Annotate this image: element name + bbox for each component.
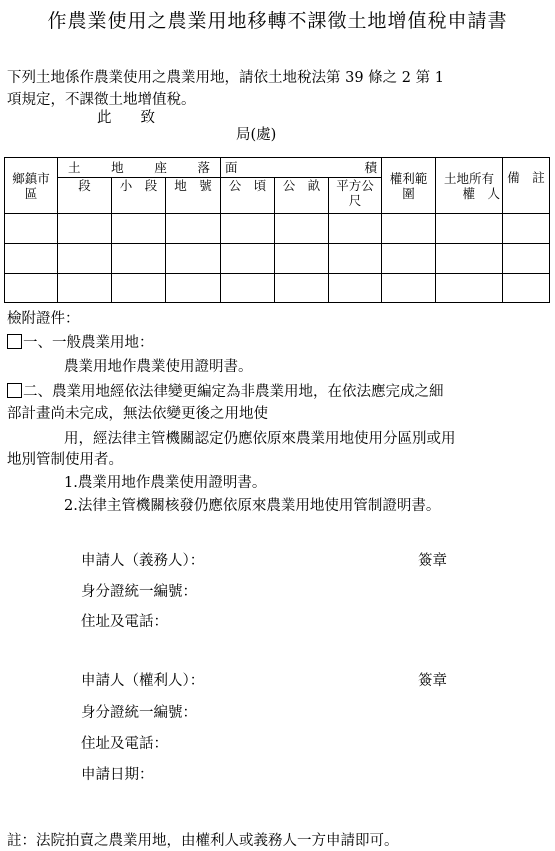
header-subsection: 小 段	[112, 178, 166, 214]
table-row	[5, 244, 550, 274]
attachment-item-2-line-3: 用，經法律主管機關認定仍應依原來農業用地使用分區別或用	[64, 431, 456, 447]
table-cell[interactable]	[329, 274, 382, 303]
table-cell[interactable]	[503, 244, 550, 274]
form-title: 作農業使用之農業用地移轉不課徵土地增值稅申請書	[47, 10, 508, 32]
attachment-item-2-line-2: 部計畫尚未完成，無法依變更後之用地使	[7, 406, 268, 422]
header-owner-line-1: 土地所有	[443, 170, 494, 186]
table-cell[interactable]	[112, 214, 166, 244]
table-cell[interactable]	[166, 244, 221, 274]
table-cell[interactable]	[221, 214, 275, 244]
header-area	[221, 158, 382, 178]
attachment-item-2-doc-1: 1.農業用地作農業使用證明書。	[64, 475, 267, 491]
attachment-item-1	[7, 331, 154, 352]
table-cell[interactable]	[5, 274, 58, 303]
attachment-item-1-label: 一、一般農業用地：	[23, 335, 154, 351]
intro-line-2: 項規定，不課徵土地增值稅。	[7, 92, 196, 108]
tax-office: 局(處)	[236, 127, 277, 143]
right-holder-seal-label: 簽章	[418, 673, 447, 689]
obligor-id-label: 身分證統一編號：	[81, 584, 197, 600]
table-cell[interactable]	[112, 244, 166, 274]
table-cell[interactable]	[58, 244, 112, 274]
header-land-location	[58, 158, 221, 178]
intro-line-1: 下列土地係作農業使用之農業用地，請依土地稅法第 39 條之 2 第 1	[7, 70, 444, 86]
header-township-line-2: 區	[24, 185, 38, 201]
table-cell[interactable]	[5, 244, 58, 274]
table-cell[interactable]	[382, 274, 436, 303]
table-cell[interactable]	[275, 244, 329, 274]
table-cell[interactable]	[436, 274, 503, 303]
general-farmland-checkbox[interactable]	[7, 334, 22, 349]
right-holder-name-label: 申請人（權利人）：	[81, 673, 205, 689]
table-cell[interactable]	[329, 214, 382, 244]
header-square-meter	[329, 178, 382, 214]
attachment-item-2-line-1: 二、農業用地經依法律變更編定為非農業用地，在依法應完成之細	[23, 384, 444, 400]
attachment-item-2-doc-2: 2.法律主管機關核發仍應依原來農業用地使用管制證明書。	[64, 498, 441, 514]
salutation: 此 致	[97, 110, 155, 126]
table-cell[interactable]	[166, 214, 221, 244]
header-rights-scope-line-1: 權利範	[389, 170, 428, 186]
header-township	[5, 158, 58, 214]
attachment-item-2	[7, 380, 444, 401]
footnote: 註：法院拍賣之農業用地，由權利人或義務人一方申請即可。	[7, 833, 399, 849]
header-owner-line-2: 權 人	[462, 185, 500, 201]
header-location-char: 土	[68, 160, 81, 175]
rezoned-farmland-checkbox[interactable]	[7, 383, 22, 398]
table-cell[interactable]	[275, 274, 329, 303]
table-cell[interactable]	[275, 214, 329, 244]
header-hectare: 公 頃	[221, 178, 275, 214]
header-area-char: 面	[225, 160, 238, 175]
table-row	[5, 274, 550, 303]
land-table	[4, 157, 550, 303]
attachment-item-2-line-4: 地別管制使用者。	[7, 452, 123, 468]
table-cell[interactable]	[58, 274, 112, 303]
header-lot-number: 地 號	[166, 178, 221, 214]
table-cell[interactable]	[382, 244, 436, 274]
header-rights-scope-line-2: 圍	[402, 185, 415, 201]
application-date-label: 申請日期：	[81, 767, 154, 783]
header-location-char: 地	[111, 160, 124, 175]
header-remarks: 備 註	[503, 158, 550, 214]
attachments-heading: 檢附證件：	[7, 311, 80, 327]
header-owner	[436, 158, 503, 214]
obligor-name-label: 申請人（義務人）：	[81, 553, 205, 569]
header-location-char: 落	[197, 160, 210, 175]
right-holder-address-label: 住址及電話：	[81, 736, 168, 752]
table-cell[interactable]	[58, 214, 112, 244]
table-cell[interactable]	[503, 214, 550, 244]
header-area-char: 積	[364, 160, 377, 175]
table-cell[interactable]	[221, 274, 275, 303]
table-cell[interactable]	[436, 244, 503, 274]
header-mu: 公 畝	[275, 178, 329, 214]
table-cell[interactable]	[221, 244, 275, 274]
table-cell[interactable]	[166, 274, 221, 303]
obligor-address-label: 住址及電話：	[81, 614, 168, 630]
header-location-char: 座	[154, 160, 167, 175]
table-cell[interactable]	[503, 274, 550, 303]
table-cell[interactable]	[382, 214, 436, 244]
table-cell[interactable]	[436, 214, 503, 244]
header-rights-scope	[382, 158, 436, 214]
header-township-line-1: 鄉鎮市	[12, 170, 50, 186]
table-cell[interactable]	[5, 214, 58, 244]
attachment-item-1-doc: 農業用地作農業使用證明書。	[64, 359, 253, 375]
obligor-seal-label: 簽章	[418, 553, 447, 569]
right-holder-id-label: 身分證統一編號：	[81, 705, 197, 721]
header-square-meter-line-1: 平方公	[336, 178, 374, 193]
header-section: 段	[58, 178, 112, 214]
table-cell[interactable]	[112, 274, 166, 303]
header-square-meter-line-2: 尺	[348, 193, 362, 208]
table-row	[5, 214, 550, 244]
table-cell[interactable]	[329, 244, 382, 274]
